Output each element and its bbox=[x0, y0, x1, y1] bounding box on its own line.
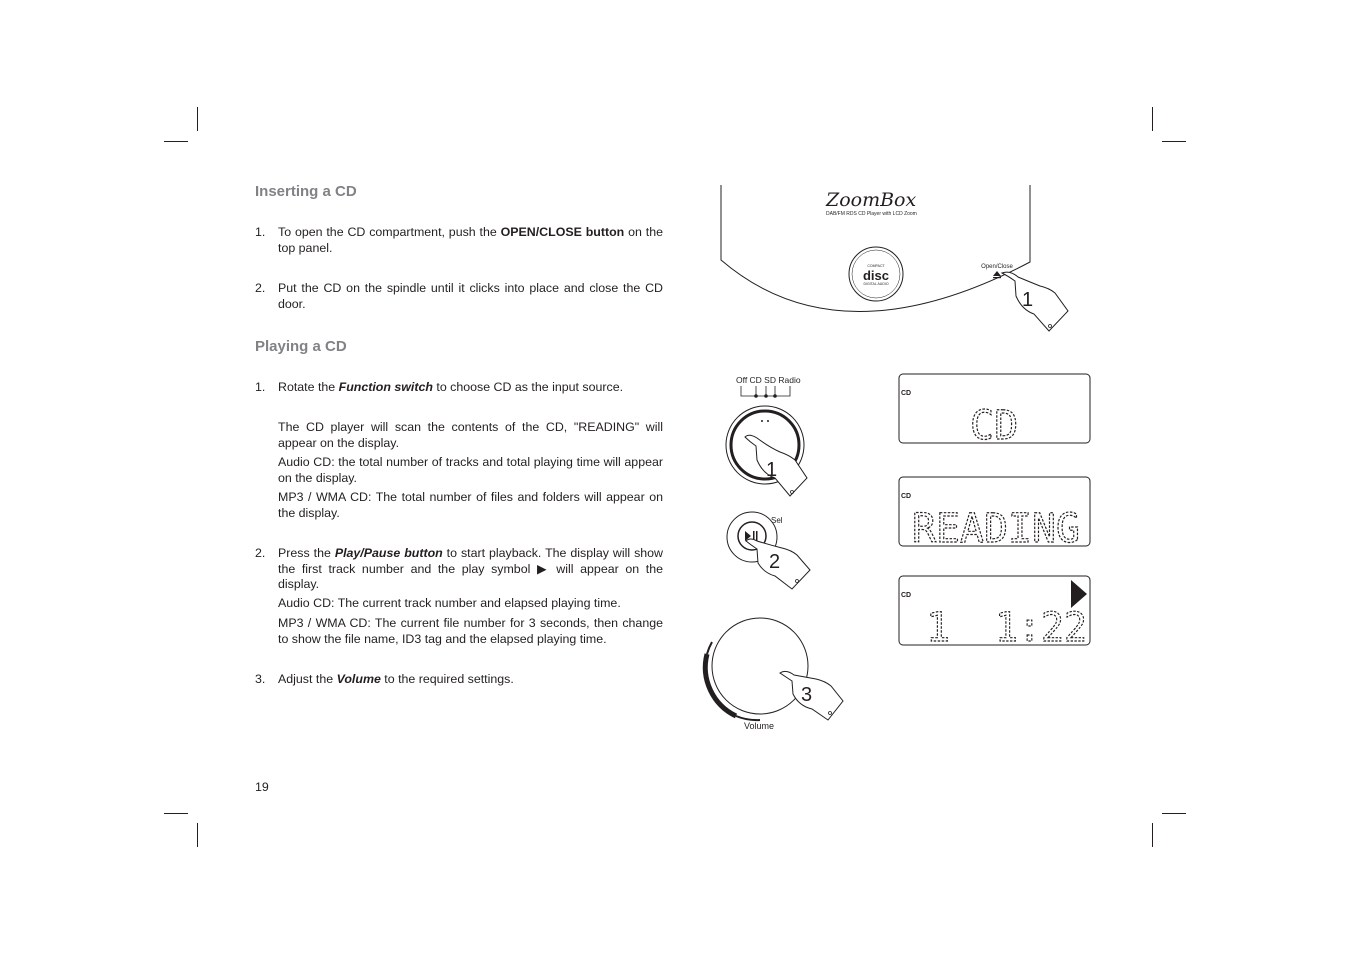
pointing-hand-icon bbox=[1002, 272, 1068, 331]
lcd-mode-label: CD bbox=[901, 390, 912, 397]
lcd-text: CD bbox=[970, 403, 1019, 449]
lcd-mode-label: CD bbox=[901, 493, 912, 500]
lcd-mode-label: CD bbox=[901, 592, 912, 599]
lcd-display-playing bbox=[899, 576, 1090, 651]
svg-text:disc: disc bbox=[862, 268, 890, 283]
open-close-label: Open/Close bbox=[981, 264, 1013, 270]
callout-number: 1 bbox=[1022, 289, 1034, 311]
lcd-display-reading bbox=[899, 477, 1090, 552]
volume-label: Volume bbox=[743, 721, 775, 731]
volume-knob bbox=[712, 618, 808, 714]
note-reading: The CD player will scan the contents of the CD, "READING" will appear on the display. bbox=[278, 420, 663, 450]
svg-text:DIGITAL AUDIO: DIGITAL AUDIO bbox=[863, 282, 889, 286]
note-audio-cd: Audio CD: the total number of tracks and total playing time will appear on the display. bbox=[278, 455, 663, 485]
top-panel-illustration bbox=[721, 185, 1068, 331]
function-switch-labels: Off CD SD Radio bbox=[736, 375, 801, 385]
step-number: 1. bbox=[255, 380, 266, 394]
lcd-text: READING bbox=[912, 506, 1080, 552]
sel-label: Sel bbox=[771, 516, 783, 525]
volume-arc bbox=[705, 654, 736, 716]
brand-tagline: DAB/FM RDS CD Player with LCD Zoom bbox=[826, 211, 917, 217]
section-heading-inserting: Inserting a CD bbox=[255, 183, 357, 200]
step-text: To open the CD compartment, push the OPEN/CLOSE button on the top panel. bbox=[278, 225, 663, 255]
step-text: Adjust the Volume to the required settings. bbox=[278, 672, 514, 686]
note-mp3-file: MP3 / WMA CD: The current file number for 3 seconds, then change to show the file name, ID3 tag and the elapsed playing time. bbox=[278, 616, 663, 646]
step-number: 1. bbox=[255, 225, 266, 239]
lcd-track: 1 bbox=[926, 605, 951, 651]
zoombox-logo: ZoomBox bbox=[826, 189, 917, 211]
note-audio-track: Audio CD: The current track number and elapsed playing time. bbox=[278, 596, 621, 610]
step-text: Rotate the Function switch to choose CD as the input source. bbox=[278, 380, 624, 394]
lcd-time: 1:22 bbox=[995, 605, 1087, 651]
step-text: Press the Play/Pause button to start playback. The display will show the first track number and the play symbol ▶ will appear on the display. bbox=[278, 546, 663, 592]
pointing-hand-icon bbox=[746, 539, 810, 589]
callout-number: 1 bbox=[766, 459, 778, 481]
page-number: 19 bbox=[255, 780, 269, 794]
function-switch-illustration bbox=[726, 375, 807, 496]
pointing-hand-icon bbox=[780, 671, 843, 720]
step-number: 3. bbox=[255, 672, 266, 686]
step-text: Put the CD on the spindle until it clicks into place and close the CD door. bbox=[278, 281, 663, 311]
lcd-display-cd bbox=[899, 374, 1090, 449]
section-heading-playing: Playing a CD bbox=[255, 338, 347, 355]
svg-text:COMPACT: COMPACT bbox=[867, 264, 885, 268]
callout-number: 3 bbox=[801, 684, 813, 706]
step-number: 2. bbox=[255, 546, 266, 560]
play-pause-illustration bbox=[727, 512, 810, 589]
volume-knob-illustration bbox=[705, 618, 843, 731]
step-number: 2. bbox=[255, 281, 266, 295]
note-mp3-cd: MP3 / WMA CD: The total number of files and folders will appear on the display. bbox=[278, 490, 663, 520]
callout-number: 2 bbox=[769, 551, 781, 573]
eject-icon bbox=[993, 271, 1001, 276]
